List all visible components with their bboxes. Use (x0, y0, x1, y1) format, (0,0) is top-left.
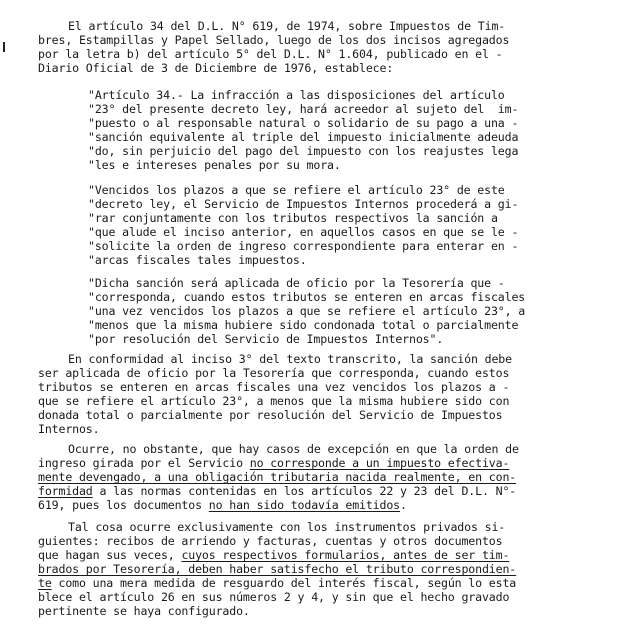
body-line: ser aplicada de oficio por la Tesorería que corresponda, cuando estos (38, 366, 510, 380)
body-line: que se refiere el artículo 23°, a menos que la misma hubiere sido con (38, 394, 510, 408)
body-text: que hagan sus veces, (38, 548, 182, 562)
quote-line: "arcas fiscales tales impuestos. (88, 253, 307, 267)
quote-line: "menos que la misma hubiere sido condonada total o parcialmente (88, 318, 519, 332)
body-line: En conformidad al inciso 3° del texto transcrito, la sanción debe (68, 352, 512, 366)
intro-line: por la letra b) del artículo 5° del D.L. N° 1.604, publicado en el - (38, 47, 503, 61)
underlined-text: mente devengado, a una obligación tributaria nacida realmente, en con- (38, 470, 517, 484)
quote-line: "Artículo 34.- La infracción a las disposiciones del artículo (88, 88, 505, 102)
quote-line: "puesto o al responsable natural o solidario de su pago a una - (88, 116, 519, 130)
underlined-text: formidad (38, 484, 93, 498)
quote-line: "rar conjuntamente con los tributos respectivos la sanción a (88, 211, 498, 225)
intro-line: Diario Oficial de 3 de Diciembre de 1976, establece: (38, 61, 394, 75)
quote-line: "do, sin perjuicio del pago del impuesto con los reajustes lega (88, 144, 519, 158)
body-line (38, 484, 516, 498)
body-line: blece el artículo 26 en sus números 2 y 4, y sin que el hecho gravado (38, 590, 510, 604)
margin-mark (3, 42, 5, 52)
quote-line: "decreto ley, el Servicio de Impuestos Internos procederá a gi- (88, 197, 519, 211)
body-line (38, 562, 516, 576)
quote-line: "Vencidos los plazos a que se refiere el artículo 23° de este (88, 183, 505, 197)
body-line: pertinente se haya configurado. (38, 604, 250, 618)
body-line (38, 576, 516, 590)
body-line: Internos. (38, 422, 100, 436)
quote-line: "23° del presente decreto ley, hará acreedor al sujeto del im- (88, 102, 519, 116)
underlined-text: no corresponde a un impuesto efectiva- (249, 456, 510, 470)
body-line: donada total o parcialmente por resolución del Servicio de Impuestos (38, 408, 503, 422)
body-text: a las normas contenidas en los artículos 22 y 23 del D.L. N°- (92, 484, 517, 498)
quote-line: "les e intereses penales por su mora. (88, 158, 341, 172)
body-line: Ocurre, no obstante, que hay casos de excepción en que la orden de (68, 442, 519, 456)
body-line (38, 456, 509, 470)
quote-line: "que alude el inciso anterior, en aquellos casos en que se le - (88, 225, 519, 239)
body-text: . (400, 498, 407, 512)
intro-line: bres, Estampillas y Papel Sellado, luego de los dos incisos agregados (38, 33, 510, 47)
quote-line: "corresponda, cuando estos tributos se enteren en arcas fiscales (88, 290, 526, 304)
body-line: guientes: recibos de arriendo y facturas, cuentas y otros documentos (38, 534, 503, 548)
quote-line: "solicite la orden de ingreso correspondiente para enterar en - (88, 239, 519, 253)
quote-line: "Dicha sanción será aplicada de oficio por la Tesorería que - (88, 276, 505, 290)
underlined-text: brados por Tesorería, deben haber satisfecho el tributo correspondien- (38, 562, 517, 576)
body-line (38, 470, 516, 484)
quote-line: "por resolución del Servicio de Impuestos Internos". (88, 332, 444, 346)
body-text: como una mera medida de resguardo del interés fiscal, según lo esta (51, 576, 517, 590)
quote-line: "una vez vencidos los plazos a que se refiere el artículo 23°, a (88, 304, 526, 318)
body-line (38, 498, 407, 512)
intro-line: El artículo 34 del D.L. N° 619, de 1974, sobre Impuestos de Tim- (68, 19, 506, 33)
quote-line: "sanción equivalente al triple del impuesto inicialmente adeuda (88, 130, 519, 144)
underlined-text: no han sido todavía emitidos (208, 498, 401, 512)
body-text: 619, pues los documentos (38, 498, 209, 512)
body-line (38, 548, 509, 562)
body-line: tributos se enteren en arcas fiscales una vez vencidos los plazos a - (38, 380, 510, 394)
underlined-text: cuyos respectivos formularios, antes de ser tim- (181, 548, 510, 562)
underlined-text: te (38, 576, 52, 590)
body-text: ingreso girada por el Servicio (38, 456, 250, 470)
body-line: Tal cosa ocurre exclusivamente con los instrumentos privados si- (68, 520, 506, 534)
